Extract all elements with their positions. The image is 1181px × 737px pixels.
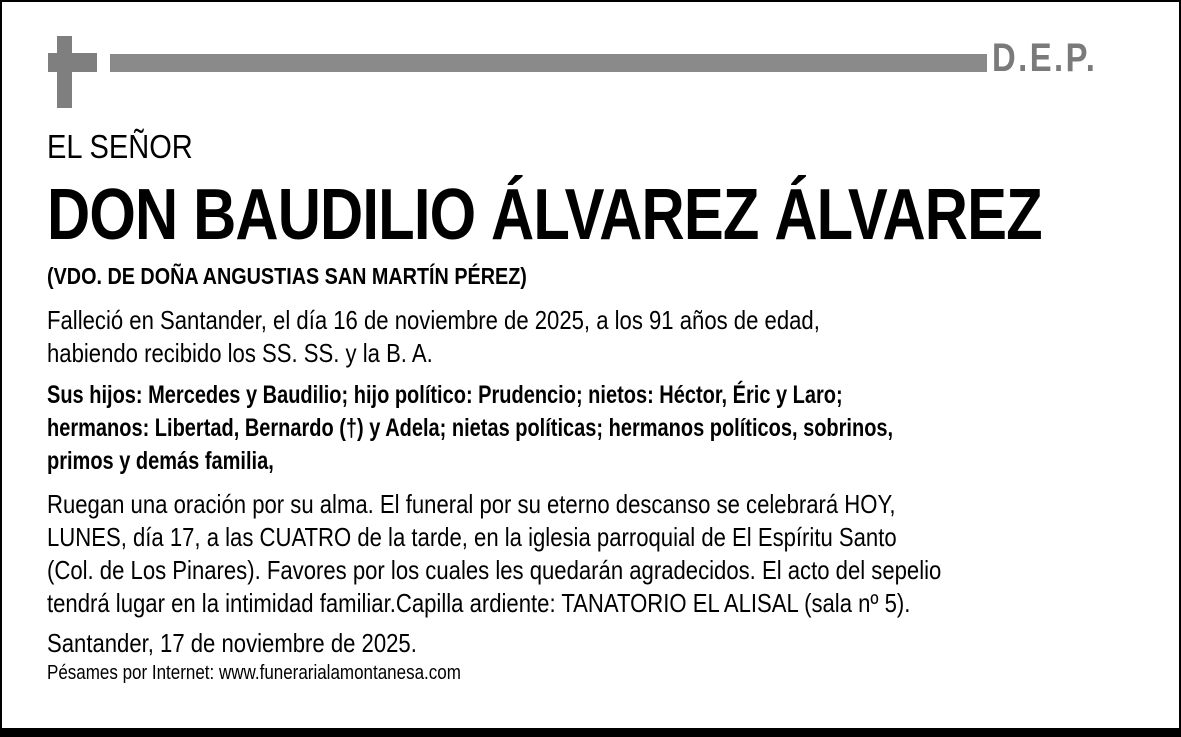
widower-note: (VDO. DE DOÑA ANGUSTIAS SAN MARTÍN PÉREZ)	[47, 263, 527, 289]
funeral-line: tendrá lugar en la intimidad familiar.Capilla ardiente: TANATORIO EL ALISAL (sala nº 5).	[47, 588, 911, 618]
funeral-line: LUNES, día 17, a las CUATRO de la tarde, en la iglesia parroquial de El Espíritu Santo	[47, 522, 897, 552]
bottom-border	[0, 728, 1181, 737]
death-line: Falleció en Santander, el día 16 de noviembre de 2025, a los 91 años de edad,	[47, 305, 820, 335]
dep-label: D.E.P.	[992, 36, 1098, 80]
funeral-line: Ruegan una oración por su alma. El funeral por su eterno descanso se celebrará HOY,	[47, 489, 896, 519]
family-line: primos y demás familia,	[47, 447, 274, 475]
condolences-link: Pésames por Internet: www.funerarialamontanesa.com	[47, 662, 461, 684]
intro-title: EL SEÑOR	[47, 128, 193, 165]
death-line: habiendo recibido los SS. SS. y la B. A.	[47, 338, 433, 368]
funeral-line: (Col. de Los Pinares). Favores por los cuales les quedarán agradecidos. El acto del sepelio	[47, 555, 942, 585]
cross-icon	[57, 36, 72, 108]
header-rule	[110, 54, 987, 72]
deceased-name: DON BAUDILIO ÁLVAREZ ÁLVAREZ	[47, 175, 1042, 255]
place-date: Santander, 17 de noviembre de 2025.	[47, 628, 417, 658]
family-line: hermanos: Libertad, Bernardo (†) y Adela; nietas políticas; hermanos políticos, sobrinos,	[47, 414, 894, 442]
family-line: Sus hijos: Mercedes y Baudilio; hijo político: Prudencio; nietos: Héctor, Éric y Laro;	[47, 381, 843, 409]
cross-icon-arm	[48, 53, 97, 72]
